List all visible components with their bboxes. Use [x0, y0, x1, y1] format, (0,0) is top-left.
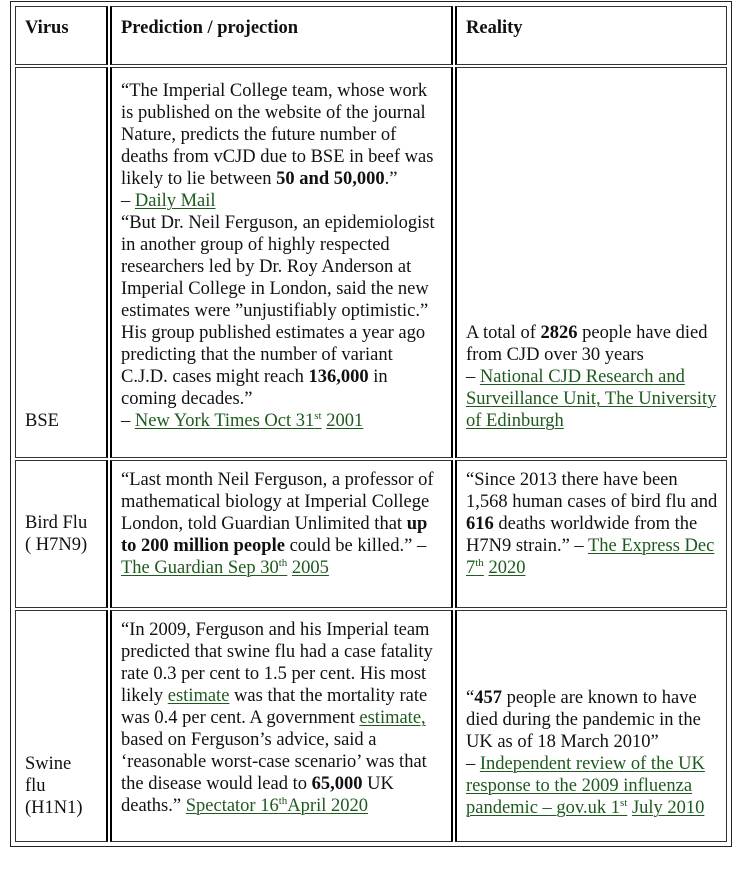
source-link-gov-review-date[interactable]: July 2010 — [631, 798, 705, 818]
prediction-text: was that the mortality rate was 0.4 per cent. A government — [121, 686, 428, 728]
link-text: Independent review of the UK response to the 2009 influenza pandemic – gov.uk 1 — [466, 754, 705, 818]
source-link-guardian[interactable] — [121, 558, 287, 578]
virus-name: Swine — [25, 754, 72, 774]
estimate-link-2[interactable]: estimate, — [359, 708, 426, 728]
ordinal-suffix: th — [278, 557, 288, 569]
reality-text: people are known to have died during the pandemic in the UK as of 18 March 2010” — [466, 688, 701, 752]
reality-cell — [455, 610, 727, 842]
virus-cell — [15, 610, 108, 842]
virus-name: flu — [25, 776, 46, 796]
reality-bold-figure: 616 — [466, 514, 494, 534]
comparison-table-frame — [10, 1, 732, 847]
prediction-text: “In 2009, Ferguson and his Imperial team predicted that swine flu had a case fatality rate 0.3 per cent to 1.5 per cent. His most likely — [121, 620, 433, 706]
prediction-bold-figure: 50 and 50,000 — [276, 169, 385, 189]
source-link-nyt-year[interactable]: 2001 — [326, 411, 364, 431]
predictions-vs-reality-table — [13, 4, 729, 844]
source-link-cjd-unit[interactable]: National CJD Research and Surveillance Unit, The University of Edinburgh — [466, 367, 717, 431]
table-row-swine-flu — [15, 610, 727, 842]
table-row-bird-flu — [15, 460, 727, 608]
estimate-link-1[interactable]: estimate — [167, 686, 230, 706]
prediction-text: .” — [384, 169, 398, 189]
prediction-text: “The Imperial College team, whose work is published on the website of the journal Nature, predicts the future number of deaths from vCJD due to BSE in beef was likely to lie between — [121, 81, 434, 189]
quote-mark: “ — [466, 688, 475, 708]
source-dash: – — [466, 754, 480, 774]
prediction-text: UK deaths.” — [121, 774, 394, 816]
reality-cell — [455, 460, 727, 608]
prediction-cell — [110, 610, 453, 842]
virus-cell — [15, 460, 108, 608]
header-prediction: Prediction / projection — [110, 6, 453, 65]
virus-cell: BSE — [15, 67, 108, 458]
virus-strain: ( H7N9) — [25, 535, 88, 555]
virus-strain: (H1N1) — [25, 798, 83, 818]
reality-text: “Since 2013 there have been 1,568 human cases of bird flu and — [466, 470, 718, 512]
prediction-text: based on Ferguson’s advice, said a ‘reasonable worst-case scenario’ was that the disease would lead to — [121, 730, 427, 794]
prediction-text: could be killed.” – — [284, 536, 427, 556]
reality-text: people have died from CJD over 30 years — [466, 323, 708, 365]
header-virus: Virus — [15, 6, 108, 65]
table-header-row — [15, 6, 727, 65]
prediction-cell — [110, 67, 453, 458]
prediction-text: in coming decades.” — [121, 367, 388, 409]
source-link-daily-mail[interactable]: Daily Mail — [134, 191, 216, 211]
reality-bold-figure: 457 — [474, 688, 502, 708]
prediction-bold-figure: up to 200 million people — [121, 514, 428, 556]
ordinal-suffix: th — [278, 795, 288, 807]
source-dash: – — [121, 191, 135, 211]
prediction-bold-figure: 65,000 — [311, 774, 363, 794]
reality-text: deaths worldwide from the H7N9 strain.” – — [466, 514, 698, 556]
link-text: New York Times Oct 31 — [134, 411, 315, 431]
source-dash: – — [121, 411, 135, 431]
source-link-spectator[interactable] — [186, 796, 368, 816]
virus-name: Bird Flu — [25, 513, 88, 533]
table-row-bse — [15, 67, 727, 458]
link-text: Spectator 16 — [185, 796, 279, 816]
ordinal-suffix: st — [314, 410, 322, 422]
prediction-text: “But Dr. Neil Ferguson, an epidemiologist in another group of highly respected researchers led by Dr. Roy Anderson at Imperial College in London, said the new estimates were ”unjustifiably optimistic.” His group published estimates a year ago predicting that the number of variant C.J.D. cases might reach — [121, 213, 435, 387]
reality-cell — [455, 67, 727, 458]
prediction-bold-figure: 136,000 — [308, 367, 369, 387]
link-text: April 2020 — [287, 796, 368, 816]
prediction-cell — [110, 460, 453, 608]
source-link-nyt[interactable] — [135, 411, 322, 431]
ordinal-suffix: th — [475, 557, 484, 569]
source-link-express-year[interactable]: 2020 — [488, 558, 526, 578]
link-text: The Guardian Sep 30 — [121, 558, 279, 578]
header-reality: Reality — [455, 6, 727, 65]
reality-bold-figure: 2826 — [540, 323, 578, 343]
prediction-text: “Last month Neil Ferguson, a professor of mathematical biology at Imperial College London, told Guardian Unlimited that — [121, 470, 434, 534]
ordinal-suffix: st — [619, 797, 628, 809]
reality-text: A total of — [466, 323, 541, 343]
source-link-guardian-year[interactable]: 2005 — [291, 558, 329, 578]
source-dash: – — [466, 367, 480, 387]
link-text: The Express Dec 7 — [466, 536, 715, 578]
